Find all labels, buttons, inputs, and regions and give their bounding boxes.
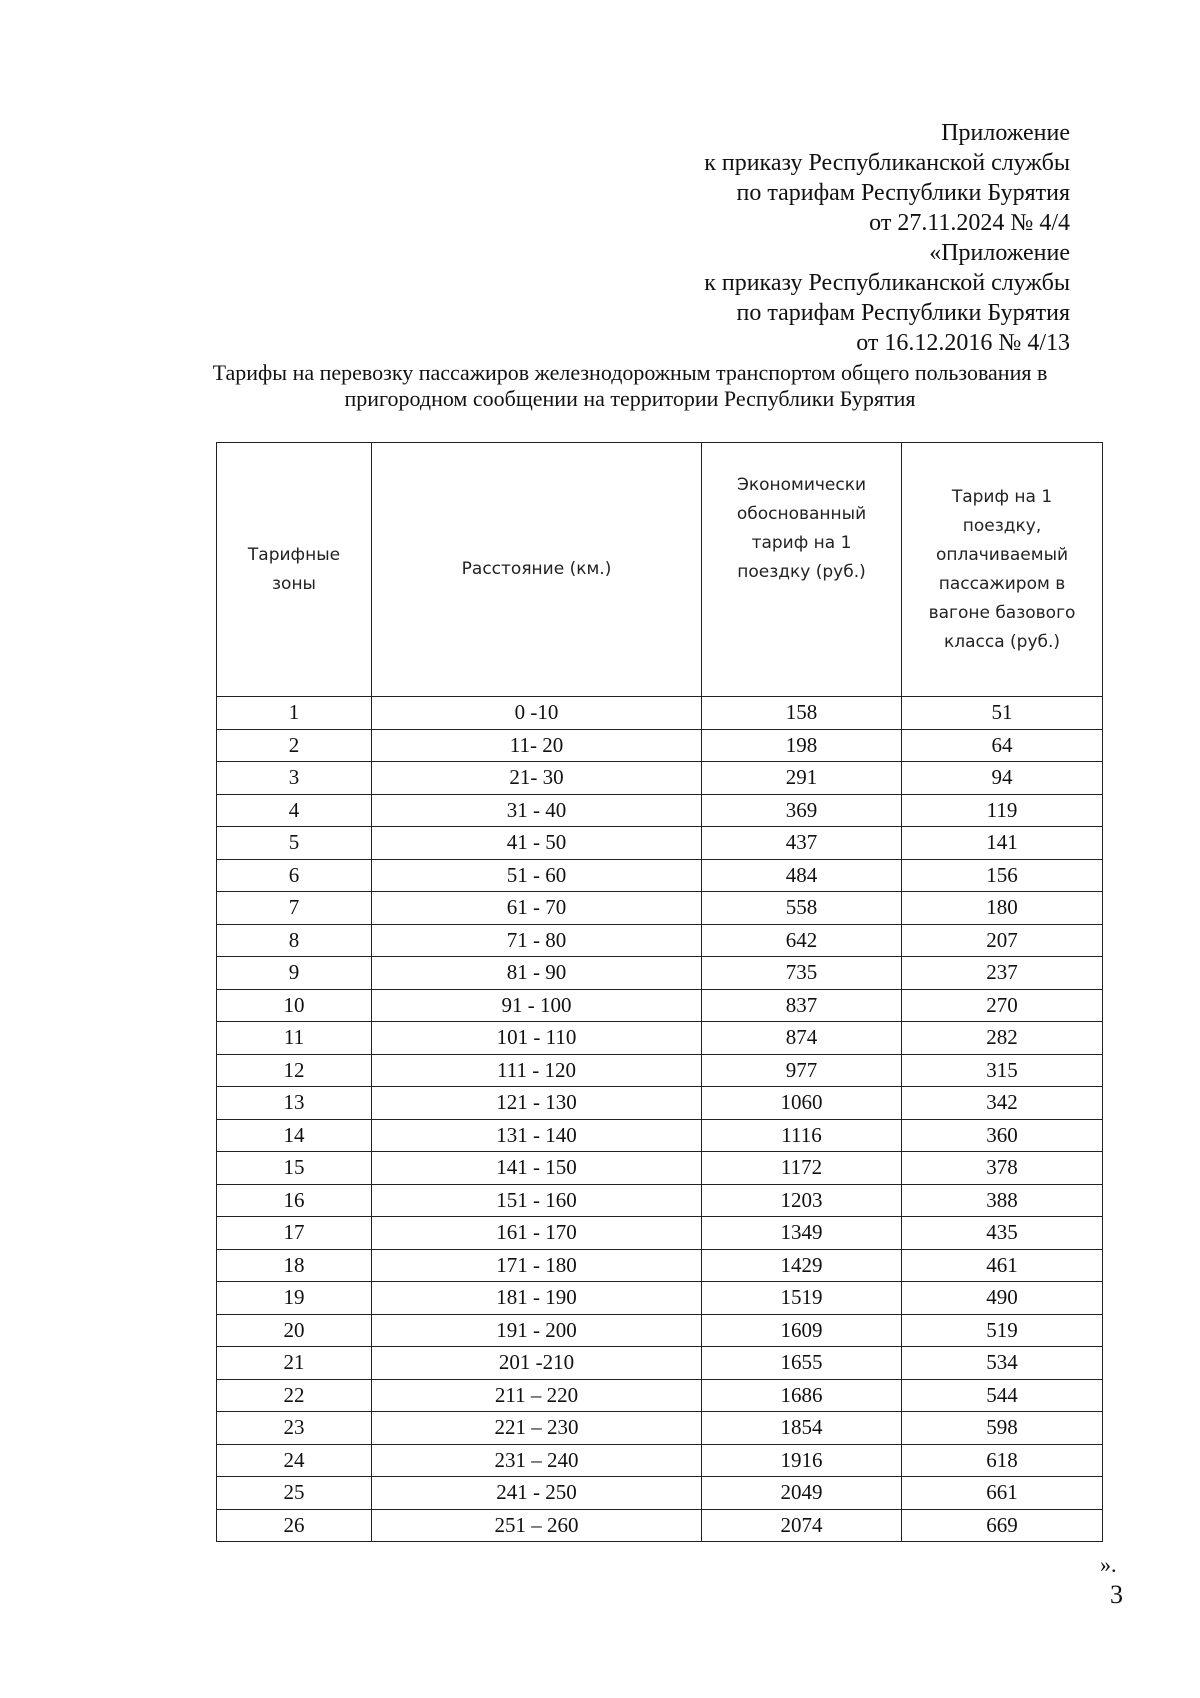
- distance-cell: 161 - 170: [372, 1217, 702, 1250]
- distance-cell: 11- 20: [372, 729, 702, 762]
- zone-cell: 17: [217, 1217, 372, 1250]
- distance-cell: 101 - 110: [372, 1022, 702, 1055]
- passenger-tariff-cell: 64: [902, 729, 1103, 762]
- passenger-tariff-cell: 534: [902, 1347, 1103, 1380]
- passenger-tariff-cell: 51: [902, 697, 1103, 730]
- passenger-tariff-cell: 237: [902, 957, 1103, 990]
- zone-cell: 22: [217, 1379, 372, 1412]
- table-row: [217, 892, 1103, 925]
- header-line: от 16.12.2016 № 4/13: [856, 330, 1070, 356]
- tariff-table: [216, 442, 1103, 1542]
- passenger-tariff-cell: 270: [902, 989, 1103, 1022]
- table-row: [217, 1249, 1103, 1282]
- economic-tariff-cell: 1609: [702, 1314, 902, 1347]
- header-line: к приказу Республиканской службы: [704, 270, 1070, 296]
- passenger-tariff-cell: 156: [902, 859, 1103, 892]
- economic-tariff-cell: 2049: [702, 1477, 902, 1510]
- distance-cell: 0 -10: [372, 697, 702, 730]
- table-row: [217, 1184, 1103, 1217]
- distance-cell: 111 - 120: [372, 1054, 702, 1087]
- passenger-tariff-cell: 315: [902, 1054, 1103, 1087]
- distance-cell: 41 - 50: [372, 827, 702, 860]
- header-distance-label: Расстояние (км.): [461, 559, 612, 579]
- distance-cell: 251 – 260: [372, 1509, 702, 1542]
- passenger-tariff-cell: 669: [902, 1509, 1103, 1542]
- distance-cell: 241 - 250: [372, 1477, 702, 1510]
- distance-cell: 151 - 160: [372, 1184, 702, 1217]
- passenger-tariff-cell: 388: [902, 1184, 1103, 1217]
- header-line: по тарифам Республики Бурятия: [736, 300, 1070, 326]
- table-row: [217, 1282, 1103, 1315]
- distance-cell: 61 - 70: [372, 892, 702, 925]
- table-row: [217, 1054, 1103, 1087]
- zone-cell: 16: [217, 1184, 372, 1217]
- header-passenger-tariff-label: Тариф на 1 поездку, оплачиваемый пассажиром в вагоне базового класса (руб.): [928, 486, 1076, 652]
- header-distance: [372, 443, 702, 697]
- distance-cell: 131 - 140: [372, 1119, 702, 1152]
- zone-cell: 5: [217, 827, 372, 860]
- header-line: от 27.11.2024 № 4/4: [869, 210, 1070, 236]
- distance-cell: 181 - 190: [372, 1282, 702, 1315]
- zone-cell: 8: [217, 924, 372, 957]
- closing-quote: ».: [1100, 1552, 1117, 1577]
- passenger-tariff-cell: 519: [902, 1314, 1103, 1347]
- economic-tariff-cell: 291: [702, 762, 902, 795]
- header-line: «Приложение: [929, 240, 1070, 266]
- passenger-tariff-cell: 282: [902, 1022, 1103, 1055]
- economic-tariff-cell: 1686: [702, 1379, 902, 1412]
- table-row: [217, 924, 1103, 957]
- zone-cell: 1: [217, 697, 372, 730]
- economic-tariff-cell: 484: [702, 859, 902, 892]
- distance-cell: 121 - 130: [372, 1087, 702, 1120]
- passenger-tariff-cell: 180: [902, 892, 1103, 925]
- zone-cell: 20: [217, 1314, 372, 1347]
- economic-tariff-cell: 437: [702, 827, 902, 860]
- passenger-tariff-cell: 618: [902, 1444, 1103, 1477]
- zone-cell: 24: [217, 1444, 372, 1477]
- distance-cell: 31 - 40: [372, 794, 702, 827]
- distance-cell: 221 – 230: [372, 1412, 702, 1445]
- economic-tariff-cell: 874: [702, 1022, 902, 1055]
- distance-cell: 231 – 240: [372, 1444, 702, 1477]
- zone-cell: 26: [217, 1509, 372, 1542]
- distance-cell: 71 - 80: [372, 924, 702, 957]
- passenger-tariff-cell: 378: [902, 1152, 1103, 1185]
- header-zones: [217, 443, 372, 697]
- distance-cell: 21- 30: [372, 762, 702, 795]
- table-row: [217, 762, 1103, 795]
- economic-tariff-cell: 1172: [702, 1152, 902, 1185]
- zone-cell: 11: [217, 1022, 372, 1055]
- distance-cell: 141 - 150: [372, 1152, 702, 1185]
- table-row: [217, 1509, 1103, 1542]
- passenger-tariff-cell: 435: [902, 1217, 1103, 1250]
- economic-tariff-cell: 158: [702, 697, 902, 730]
- economic-tariff-cell: 198: [702, 729, 902, 762]
- passenger-tariff-cell: 141: [902, 827, 1103, 860]
- economic-tariff-cell: 977: [702, 1054, 902, 1087]
- table-row: [217, 729, 1103, 762]
- economic-tariff-cell: 369: [702, 794, 902, 827]
- economic-tariff-cell: 1116: [702, 1119, 902, 1152]
- zone-cell: 18: [217, 1249, 372, 1282]
- passenger-tariff-cell: 360: [902, 1119, 1103, 1152]
- passenger-tariff-cell: 94: [902, 762, 1103, 795]
- zone-cell: 21: [217, 1347, 372, 1380]
- zone-cell: 10: [217, 989, 372, 1022]
- zone-cell: 7: [217, 892, 372, 925]
- distance-cell: 91 - 100: [372, 989, 702, 1022]
- economic-tariff-cell: 735: [702, 957, 902, 990]
- table-row: [217, 989, 1103, 1022]
- table-row: [217, 1152, 1103, 1185]
- table-row: [217, 1444, 1103, 1477]
- distance-cell: 201 -210: [372, 1347, 702, 1380]
- zone-cell: 15: [217, 1152, 372, 1185]
- economic-tariff-cell: 1519: [702, 1282, 902, 1315]
- distance-cell: 211 – 220: [372, 1379, 702, 1412]
- table-row: [217, 1314, 1103, 1347]
- header-zones-label: Тарифные зоны: [247, 544, 341, 594]
- table-row: [217, 1022, 1103, 1055]
- passenger-tariff-cell: 119: [902, 794, 1103, 827]
- economic-tariff-cell: 1060: [702, 1087, 902, 1120]
- economic-tariff-cell: 1916: [702, 1444, 902, 1477]
- header-economic-tariff: [702, 443, 902, 697]
- economic-tariff-cell: 837: [702, 989, 902, 1022]
- table-row: [217, 1379, 1103, 1412]
- zone-cell: 19: [217, 1282, 372, 1315]
- economic-tariff-cell: 1854: [702, 1412, 902, 1445]
- document-title: [150, 360, 1110, 412]
- zone-cell: 23: [217, 1412, 372, 1445]
- table-row: [217, 1412, 1103, 1445]
- passenger-tariff-cell: 342: [902, 1087, 1103, 1120]
- table-row: [217, 1217, 1103, 1250]
- zone-cell: 3: [217, 762, 372, 795]
- table-row: [217, 957, 1103, 990]
- zone-cell: 14: [217, 1119, 372, 1152]
- table-row: [217, 1119, 1103, 1152]
- economic-tariff-cell: 1429: [702, 1249, 902, 1282]
- page-number: 3: [1110, 1580, 1123, 1609]
- distance-cell: 171 - 180: [372, 1249, 702, 1282]
- economic-tariff-cell: 1655: [702, 1347, 902, 1380]
- title-line-1: Тарифы на перевозку пассажиров железнодорожным транспортом общего пользования в: [212, 360, 1048, 385]
- header-line: по тарифам Республики Бурятия: [736, 180, 1070, 206]
- header-line: Приложение: [941, 120, 1070, 146]
- economic-tariff-cell: 642: [702, 924, 902, 957]
- header-economic-tariff-label: Экономически обоснованный тариф на 1 поездку (руб.): [736, 475, 867, 582]
- appendix-header: [510, 118, 1070, 358]
- economic-tariff-cell: 2074: [702, 1509, 902, 1542]
- passenger-tariff-cell: 207: [902, 924, 1103, 957]
- passenger-tariff-cell: 598: [902, 1412, 1103, 1445]
- zone-cell: 25: [217, 1477, 372, 1510]
- table-row: [217, 859, 1103, 892]
- passenger-tariff-cell: 661: [902, 1477, 1103, 1510]
- table-header-row: [217, 443, 1103, 697]
- table-row: [217, 827, 1103, 860]
- economic-tariff-cell: 1349: [702, 1217, 902, 1250]
- table-row: [217, 1087, 1103, 1120]
- zone-cell: 13: [217, 1087, 372, 1120]
- passenger-tariff-cell: 544: [902, 1379, 1103, 1412]
- header-line: к приказу Республиканской службы: [704, 150, 1070, 176]
- zone-cell: 9: [217, 957, 372, 990]
- economic-tariff-cell: 1203: [702, 1184, 902, 1217]
- distance-cell: 191 - 200: [372, 1314, 702, 1347]
- table-row: [217, 1347, 1103, 1380]
- passenger-tariff-cell: 461: [902, 1249, 1103, 1282]
- economic-tariff-cell: 558: [702, 892, 902, 925]
- zone-cell: 6: [217, 859, 372, 892]
- distance-cell: 81 - 90: [372, 957, 702, 990]
- table-row: [217, 1477, 1103, 1510]
- table-row: [217, 697, 1103, 730]
- zone-cell: 12: [217, 1054, 372, 1087]
- header-passenger-tariff: [902, 443, 1103, 697]
- zone-cell: 4: [217, 794, 372, 827]
- passenger-tariff-cell: 490: [902, 1282, 1103, 1315]
- title-line-2: пригородном сообщении на территории Республики Бурятия: [344, 386, 916, 411]
- distance-cell: 51 - 60: [372, 859, 702, 892]
- table-row: [217, 794, 1103, 827]
- zone-cell: 2: [217, 729, 372, 762]
